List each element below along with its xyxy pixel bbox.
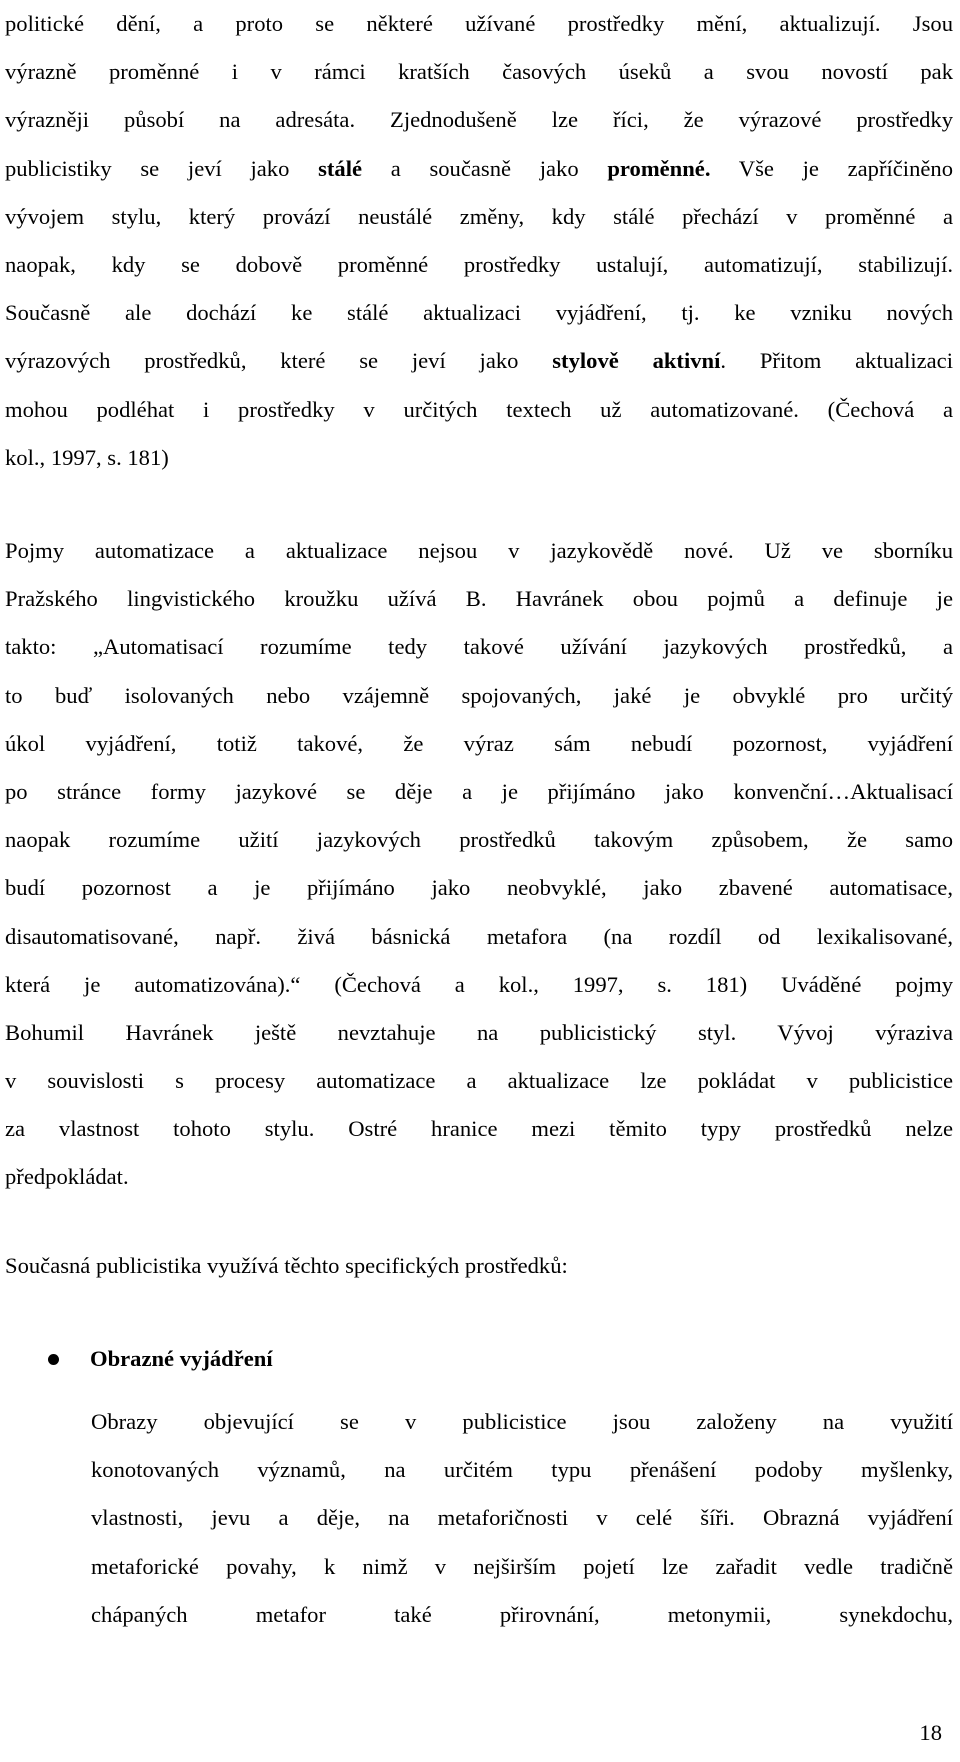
text-line: vlastnosti, jevu a děje, na metaforičnosti v celé šíři. Obrazná vyjádření <box>91 1505 953 1531</box>
text-line: Pražského lingvistického kroužku užívá B. Havránek obou pojmů a definuje je <box>5 586 953 612</box>
text-line: budí pozornost a je přijímáno jako neobvyklé, jako zbavené automatisace, <box>5 875 953 901</box>
bold-term: stylově aktivní <box>552 348 721 374</box>
paragraph-specificke-prostredky <box>5 1242 953 1290</box>
text-line: konotovaných významů, na určitém typu přenášení podoby myšlenky, <box>91 1457 953 1483</box>
text-line: disautomatisované, např. živá básnická metafora (na rozdíl od lexikalisované, <box>5 923 953 949</box>
text-line: takto: „Automatisací rozumíme tedy takové užívání jazykových prostředků, a <box>5 634 953 660</box>
text-line: za vlastnost tohoto stylu. Ostré hranice mezi těmito typy prostředků nelze <box>5 1116 953 1142</box>
page-number: 18 <box>919 1720 942 1745</box>
bold-term: stálé <box>318 155 363 181</box>
text-line: chápaných metafor také přirovnání, metonymii, synekdochu, <box>91 1601 953 1627</box>
text-line: naopak rozumíme užití jazykových prostředků takovým způsobem, že samo <box>5 827 953 853</box>
text-line: kol., 1997, s. 181) <box>5 444 169 470</box>
bold-term: proměnné. <box>607 155 711 181</box>
bullet-icon <box>48 1354 59 1365</box>
text-line: Bohumil Havránek ještě nevztahuje na publicistický styl. Vývoj výraziva <box>5 1019 953 1045</box>
bullet-item-label: Obrazné vyjádření <box>90 1346 273 1371</box>
paragraph-havranek-definice <box>5 527 953 1202</box>
text-line: vývojem stylu, který provází neustálé změny, kdy stálé přechází v proměnné a <box>5 203 953 229</box>
text-line: mohou podléhat i prostředky v určitých textech už automatizované. (Čechová a <box>5 396 953 422</box>
text-line: Obrazy objevující se v publicistice jsou založeny na využití <box>91 1409 953 1434</box>
text-line: politické dění, a proto se některé užívané prostředky mění, aktualizují. Jsou <box>5 11 953 36</box>
paragraph-automatizace-aktualizace <box>5 0 953 482</box>
text-line: Pojmy automatizace a aktualizace nejsou v jazykovědě nové. Už ve sborníku <box>5 538 953 563</box>
text-line: výrazových prostředků, které se jeví jako stylově aktivní. Přitom aktualizaci <box>5 348 953 374</box>
text-line: úkol vyjádření, totiž takové, že výraz sám nebudí pozornost, vyjádření <box>5 730 953 756</box>
text-line: Současně ale dochází ke stálé aktualizaci vyjádření, tj. ke vzniku nových <box>5 300 953 326</box>
text-line: která je automatizována).“ (Čechová a kol., 1997, s. 181) Uváděné pojmy <box>5 971 953 997</box>
text-line: to buď isolovaných nebo vzájemně spojovaných, jaké je obvyklé pro určitý <box>5 682 953 708</box>
text-line: metaforické povahy, k nimž v nejširším pojetí lze zařadit vedle tradičně <box>91 1553 953 1579</box>
text-line: výrazněji působí na adresáta. Zjednodušeně lze říci, že výrazové prostředky <box>5 107 953 133</box>
bullet-list-item <box>40 1335 940 1383</box>
text-line: předpokládat. <box>5 1164 129 1190</box>
text-line: v souvislosti s procesy automatizace a aktualizace lze pokládat v publicistice <box>5 1068 953 1094</box>
text-line: naopak, kdy se dobově proměnné prostředky ustalují, automatizují, stabilizují. <box>5 251 953 277</box>
paragraph-obrazne-vyjadreni <box>91 1398 953 1639</box>
text-line: po stránce formy jazykové se děje a je přijímáno jako konvenční…Aktualisací <box>5 778 953 804</box>
text-line: Současná publicistika využívá těchto specifických prostředků: <box>5 1253 568 1278</box>
text-line: publicistiky se jeví jako stálé a současně jako proměnné. Vše je zapříčiněno <box>5 155 954 181</box>
text-line: výrazně proměnné i v rámci kratších časových úseků a svou novostí pak <box>5 59 953 85</box>
